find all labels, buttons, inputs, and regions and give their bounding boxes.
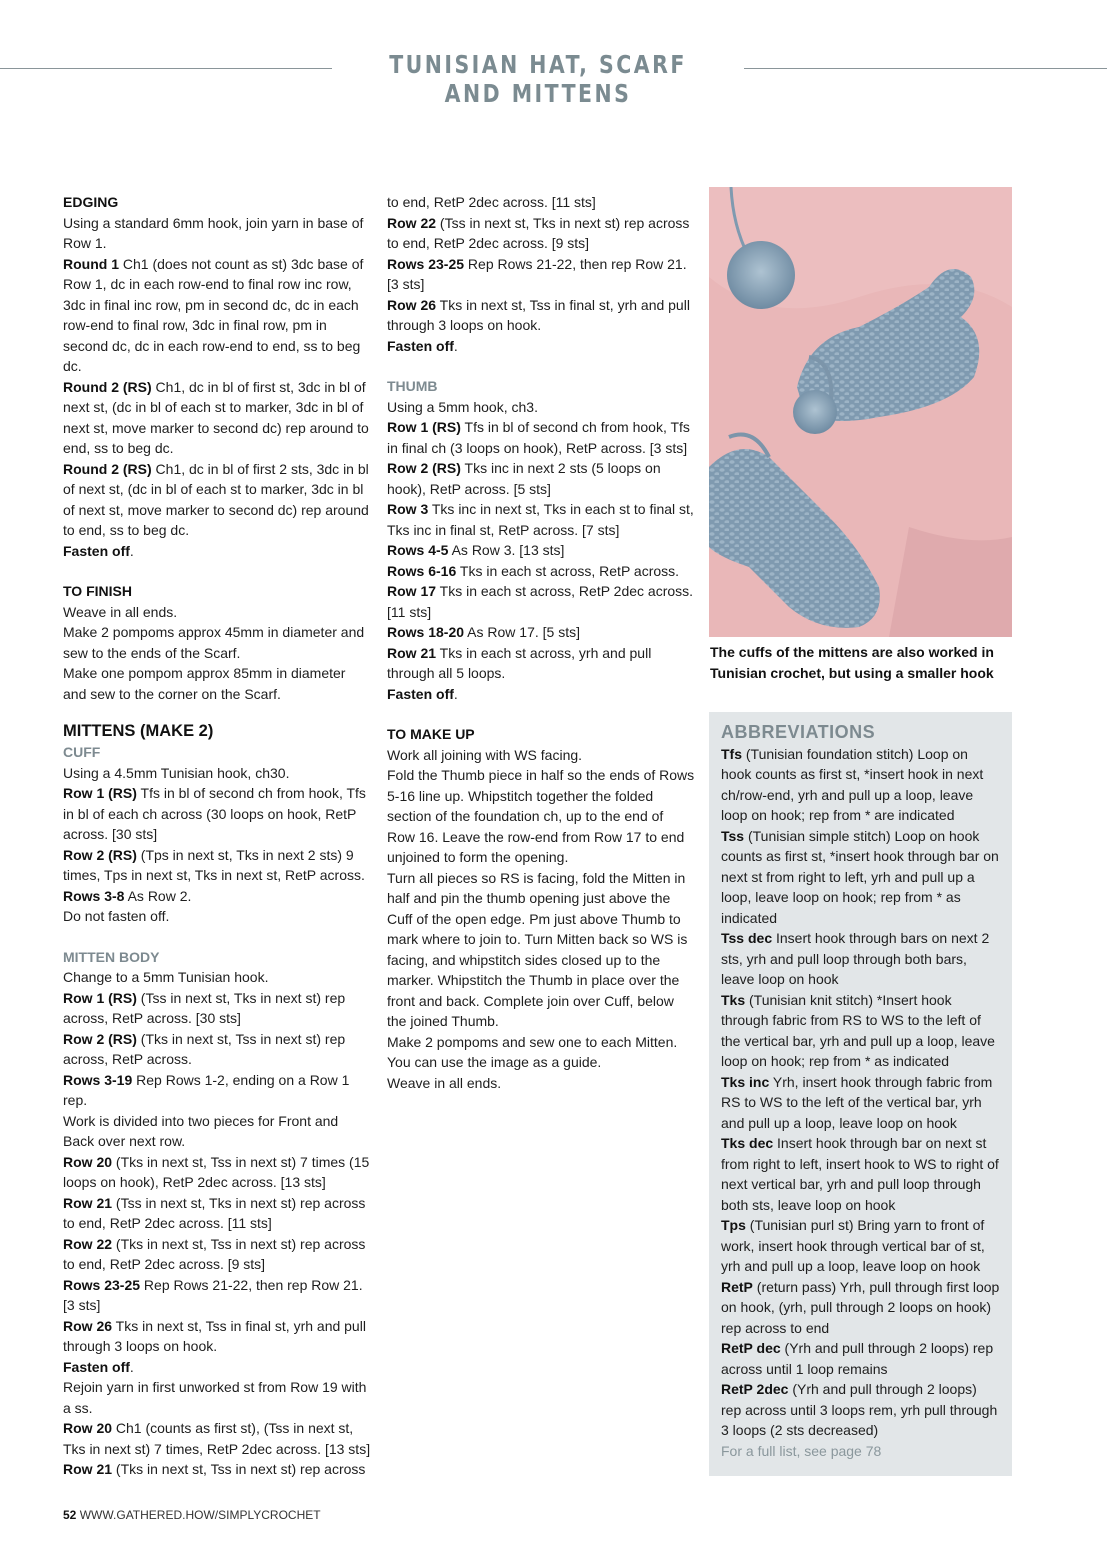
mitten-body-row2: Row 2 (RS) (Tks in next st, Tss in next st) rep across, RetP across. xyxy=(63,1030,346,1067)
abbrev-item: RetP dec (Yrh and pull through 2 loops) rep across until 1 loop remains xyxy=(721,1340,994,1377)
mitten-body-fasten: Fasten off. xyxy=(63,1358,134,1375)
thumb-fasten: Fasten off. xyxy=(387,685,458,702)
thumb-intro: Using a 5mm hook, ch3. xyxy=(387,398,538,415)
mitten-body-row21: Row 21 (Tss in next st, Tks in next st) rep across to end, RetP 2dec across. [11 sts] xyxy=(63,1194,366,1231)
abbrev-item: Tks dec Insert hook through bar on next st from right to left, insert hook to WS to right of next vertical bar, yrh and pull loop through both sts, leave loop on hook xyxy=(721,1135,999,1213)
abbrev-item: Tps (Tunisian purl st) Bring yarn to front of work, insert hook through vertical bar of st, yrh and pull up a loop, leave loop on hook xyxy=(721,1217,985,1274)
thumb-rows18-20: Rows 18-20 As Row 17. [5 sts] xyxy=(387,624,580,640)
abbrev-item: RetP (return pass) Yrh, pull through first loop on hook, (yrh, pull through 2 loops on hook) rep across to end xyxy=(721,1278,1000,1336)
abbreviations-box xyxy=(709,712,1012,1476)
mitten-body-row26: Row 26 Tks in next st, Tss in final st, yrh and pull through 3 loops on hook. xyxy=(63,1317,366,1354)
mitten-body-rejoin: Rejoin yarn in first unworked st from Row 19 with a ss. xyxy=(63,1379,367,1416)
cuff-row2: Row 2 (RS) (Tps in next st, Tks in next 2 sts) 9 times, Tps in next st, Tks in next st, RetP across. xyxy=(63,846,365,883)
thumb-heading: THUMB xyxy=(387,378,438,394)
abbrev-item: RetP 2dec (Yrh and pull through 2 loops) rep across until 3 loops rem, yrh pull through 3 loops (2 sts decreased) xyxy=(721,1381,998,1438)
column-left xyxy=(63,192,371,1480)
mitten-body-rows23-25: Rows 23-25 Rep Rows 21-22, then rep Row 21. [3 sts] xyxy=(63,1276,363,1313)
make-up-p3: Turn all pieces so RS is facing, fold the Mitten in half and pin the thumb opening just above the Cuff of the open edge. Pm just above Thumb to mark where to join to. Turn Mitten back so WS is facing, and whipstitch sides closed up to the marker. Whipstitch the Thumb in place over the front and back. Complete join over Cuff, below the joined Thumb. xyxy=(387,869,688,1029)
mittens-photo xyxy=(709,187,1012,637)
make-up-p2: Fold the Thumb piece in half so the ends of Rows 5-16 line up. Whipstitch together the folded section of the foundation ch, up to the end of Row 16. Leave the row-end from Row 17 to end unjoined to form the opening. xyxy=(387,767,695,865)
make-up-heading: TO MAKE UP xyxy=(387,726,475,742)
to-finish-heading: TO FINISH xyxy=(63,583,132,599)
page-footer xyxy=(63,1508,321,1522)
col2-row26: Row 26 Tks in next st, Tss in final st, yrh and pull through 3 loops on hook. xyxy=(387,296,690,333)
mittens-illustration xyxy=(709,187,1012,637)
to-finish-line3: Make one pompom approx 85mm in diameter and sew to the corner on the Scarf. xyxy=(63,665,346,702)
mitten-body-row22: Row 22 (Tks in next st, Tss in next st) rep across to end, RetP 2dec across. [9 sts] xyxy=(63,1235,366,1272)
to-finish-line2: Make 2 pompoms approx 45mm in diameter and sew to the ends of the Scarf. xyxy=(63,624,365,661)
abbrev-item: Tss (Tunisian simple stitch) Loop on hook counts as first st, *insert hook through bar on next st from right to left, yrh and pull up a loop, leave loop on hook; rep from * as indicated xyxy=(721,827,999,926)
abbrev-item: Tss dec Insert hook through bars on next 2 sts, yrh and pull loop through both bars, leave loop on hook xyxy=(721,930,990,987)
mittens-heading: MITTENS (MAKE 2) xyxy=(63,722,214,740)
page-title: TUNISIAN HAT, SCARF AND MITTENS xyxy=(389,50,687,108)
thumb-row2: Row 2 (RS) Tks inc in next 2 sts (5 loops on hook), RetP across. [5 sts] xyxy=(387,460,661,497)
abbrev-item: Tfs (Tunisian foundation stitch) Loop on hook counts as first st, *insert hook in next ch/row-end, yrh and pull up a loop, leave loop on hook; rep from * are indicated xyxy=(721,745,984,823)
thumb-rows4-5: Rows 4-5 As Row 3. [13 sts] xyxy=(387,542,565,558)
continued-text: to end, RetP 2dec across. [11 sts] xyxy=(387,194,596,210)
mitten-body-row20b: Row 20 Ch1 (counts as first st), (Tss in next st, Tks in next st) 7 times, RetP 2dec across. [13 sts] xyxy=(63,1420,371,1457)
edging-round2a: Round 2 (RS) Ch1, dc in bl of first st, 3dc in bl of next st, (dc in bl of each st to marker, 3dc in bl of next st, move marker to second dc) rep around to end, ss to beg dc. xyxy=(63,378,369,456)
pompom-middle xyxy=(793,390,837,434)
mitten-body-heading: MITTEN BODY xyxy=(63,948,160,965)
make-up-p4: Make 2 pompoms and sew one to each Mitten. You can use the image as a guide. xyxy=(387,1033,678,1070)
abbreviations-title: ABBREVIATIONS xyxy=(721,722,876,742)
header-rule-left xyxy=(0,68,332,69)
make-up-p5: Weave in all ends. xyxy=(387,1074,502,1091)
thumb-row3: Row 3 Tks inc in next st, Tks in each st to final st, Tks inc in final st, RetP across. [7 sts] xyxy=(387,501,694,538)
col2-fasten: Fasten off. xyxy=(387,337,458,354)
cuff-heading: CUFF xyxy=(63,744,101,760)
mitten-body-row21b: Row 21 (Tks in next st, Tss in next st) rep across xyxy=(63,1461,366,1477)
mitten-body-rows3-19: Rows 3-19 Rep Rows 1-2, ending on a Row 1 rep. xyxy=(63,1071,350,1108)
make-up-p1: Work all joining with WS facing. xyxy=(387,746,583,763)
edging-round1: Round 1 Ch1 (does not count as st) 3dc base of Row 1, dc in each row-end to final row inc row, 3dc in final inc row, pm in second dc, dc in each row-end to final row, 3dc in final row, pm in second dc, dc in each row-end to end, ss to beg dc. xyxy=(63,255,364,374)
edging-heading: EDGING xyxy=(63,194,119,210)
cuff-intro: Using a 4.5mm Tunisian hook, ch30. xyxy=(63,764,290,781)
col2-row22: Row 22 (Tss in next st, Tks in next st) rep across to end, RetP 2dec across. [9 sts] xyxy=(387,214,690,251)
photo-caption: The cuffs of the mittens are also worked in Tunisian crochet, but using a smaller hook xyxy=(710,644,994,681)
cuff-rows3-8: Rows 3-8 As Row 2. xyxy=(63,887,192,904)
mitten-body-divide: Work is divided into two pieces for Front and Back over next row. xyxy=(63,1112,339,1149)
cuff-row1: Row 1 (RS) Tfs in bl of second ch from hook, Tfs in bl of each ch across (30 loops on hook, RetP across. [30 sts] xyxy=(63,785,366,842)
edging-intro: Using a standard 6mm hook, join yarn in base of Row 1. xyxy=(63,214,364,251)
pompom-top xyxy=(727,241,795,309)
to-finish-line1: Weave in all ends. xyxy=(63,603,178,620)
thumb-row1: Row 1 (RS) Tfs in bl of second ch from hook, Tfs in final ch (3 loops on hook), RetP across. [3 sts] xyxy=(387,419,690,456)
header-rule-right xyxy=(744,68,1107,69)
thumb-row17: Row 17 Tks in each st across, RetP 2dec across. [11 sts] xyxy=(387,583,694,620)
mitten-body-row20: Row 20 (Tks in next st, Tss in next st) 7 times (15 loops on hook), RetP 2dec across. [13 sts] xyxy=(63,1153,370,1190)
edging-fasten: Fasten off. xyxy=(63,542,134,559)
footer-url: WWW.GATHERED.HOW/SIMPLYCROCHET xyxy=(79,1508,321,1522)
abbrev-item: Tks (Tunisian knit stitch) *Insert hook through fabric from RS to WS to the left of the vertical bar, yrh and pull up a loop, leave loop on hook; rep from * as indicated xyxy=(721,991,995,1069)
mitten-body-row1: Row 1 (RS) (Tss in next st, Tks in next st) rep across, RetP across. [30 sts] xyxy=(63,989,346,1026)
edging-round2b: Round 2 (RS) Ch1, dc in bl of first 2 sts, 3dc in bl of next st, (dc in bl of each st to marker, 3dc in bl of next st, move marker to second dc) rep around to end, ss to beg dc. xyxy=(63,460,369,538)
column-middle xyxy=(387,192,695,1093)
mitten-body-intro: Change to a 5mm Tunisian hook. xyxy=(63,969,269,985)
thumb-row21: Row 21 Tks in each st across, yrh and pull through all 5 loops. xyxy=(387,644,652,681)
abbreviations-more: For a full list, see page 78 xyxy=(721,1442,882,1459)
abbrev-item: Tks inc Yrh, insert hook through fabric from RS to WS to the left of the vertical bar, yrh and pull up a loop, leave loop on hook xyxy=(721,1073,993,1131)
cuff-no-fasten: Do not fasten off. xyxy=(63,908,170,924)
page-number: 52 xyxy=(63,1508,77,1522)
thumb-rows6-16: Rows 6-16 Tks in each st across, RetP across. xyxy=(387,562,680,579)
col2-rows23-25: Rows 23-25 Rep Rows 21-22, then rep Row 21. [3 sts] xyxy=(387,255,687,292)
